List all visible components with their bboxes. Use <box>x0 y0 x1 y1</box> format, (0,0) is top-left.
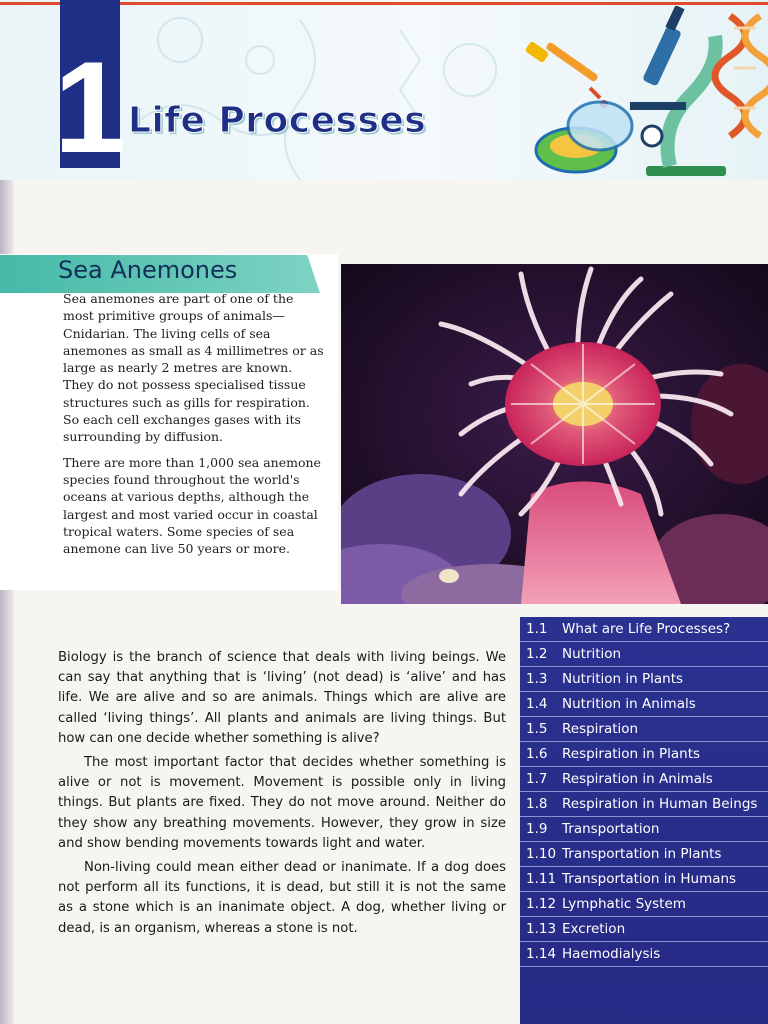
contents-item <box>520 917 768 942</box>
contents-item <box>520 717 768 742</box>
body-text <box>58 648 506 939</box>
contents-item-number: 1.7 <box>526 771 548 787</box>
chapter-contents-panel <box>520 617 768 1024</box>
contents-item-number: 1.8 <box>526 796 548 812</box>
contents-item-number: 1.4 <box>526 696 548 712</box>
contents-item <box>520 617 768 642</box>
contents-item-number: 1.3 <box>526 671 548 687</box>
sea-anemones-text <box>63 290 325 557</box>
contents-item-label: Lymphatic System <box>562 896 686 912</box>
contents-item <box>520 692 768 717</box>
contents-item-number: 1.11 <box>526 871 557 887</box>
microscope-icon <box>630 6 726 176</box>
chapter-number-box <box>53 0 127 180</box>
contents-item <box>520 667 768 692</box>
contents-item-label: Transportation in Plants <box>562 846 722 862</box>
contents-item-label: Nutrition in Animals <box>562 696 696 712</box>
sea-anemone-photo <box>341 264 768 604</box>
sea-anemones-paragraph: There are more than 1,000 sea anemone species found throughout the world's oceans at various depths, although the largest and most varied occur in coastal tropical waters. Some species of sea anemone can live 50 years or more. <box>63 454 321 557</box>
sea-anemones-heading: Sea Anemones <box>58 256 238 284</box>
contents-item-label: Respiration in Animals <box>562 771 713 787</box>
contents-item-label: Respiration in Plants <box>562 746 701 762</box>
contents-item-number: 1.1 <box>526 621 548 637</box>
contents-item-number: 1.12 <box>526 896 557 912</box>
contents-item <box>520 942 768 967</box>
body-paragraph: Biology is the branch of science that deals with living beings. We can say that anything that is ‘living’ (not dead) is ‘alive’ and has life. We are alive and so are animals. Things which are alive are called ‘living things’. All plants and animals are living things. But how can one decide whether something is alive? <box>58 650 506 746</box>
contents-item-number: 1.10 <box>526 846 557 862</box>
body-paragraph: Non-living could mean either dead or inanimate. If a dog does not perform all its functions, it is dead, but still it is not the same as a stone which is an inanimate object. A dog, whether living or dead, is an organism, whereas a stone is not. <box>58 860 506 936</box>
chapter-number: 1 <box>53 34 127 180</box>
contents-item <box>520 642 768 667</box>
lab-equipment-illustration <box>520 6 768 178</box>
contents-item-label: Excretion <box>562 921 626 937</box>
contents-item-number: 1.14 <box>526 946 557 962</box>
contents-item-label: Nutrition <box>562 646 622 662</box>
contents-item <box>520 817 768 842</box>
contents-item <box>520 767 768 792</box>
contents-item-label: Transportation <box>562 821 660 837</box>
contents-item-number: 1.9 <box>526 821 548 837</box>
chapter-title: Life Processes <box>128 100 427 141</box>
petri-dish-icon <box>536 102 632 172</box>
contents-item-label: Respiration <box>562 721 639 737</box>
dropper-icon <box>525 41 608 108</box>
contents-item-label: Nutrition in Plants <box>562 671 684 687</box>
body-paragraph: The most important factor that decides whether something is alive or not is movement. Movement is possible only in living things. But plants are fixed. They do not move around. Neither do they show any breathing movements. However, they grow in size and show bending movements towards light and water. <box>58 755 506 851</box>
contents-item-label: Transportation in Humans <box>562 871 737 887</box>
contents-item-label: What are Life Processes? <box>562 621 731 637</box>
contents-item-label: Respiration in Human Beings <box>562 796 758 812</box>
dna-icon <box>715 16 768 136</box>
sea-anemones-paragraph: Sea anemones are part of one of the most primitive groups of animals—Cnidarian. The living cells of sea anemones as small as 4 millimetres or as large as nearly 2 metres are known. They do not possess specialised tissue structures such as gills for respiration. So each cell exchanges gases with its surrounding by diffusion. <box>63 291 324 445</box>
contents-item-number: 1.2 <box>526 646 548 662</box>
contents-item <box>520 792 768 817</box>
contents-item <box>520 742 768 767</box>
contents-item <box>520 842 768 867</box>
contents-item <box>520 892 768 917</box>
contents-item-number: 1.6 <box>526 746 548 762</box>
contents-item <box>520 867 768 892</box>
contents-item-number: 1.13 <box>526 921 557 937</box>
contents-item-label: Haemodialysis <box>562 946 661 962</box>
contents-item-number: 1.5 <box>526 721 548 737</box>
